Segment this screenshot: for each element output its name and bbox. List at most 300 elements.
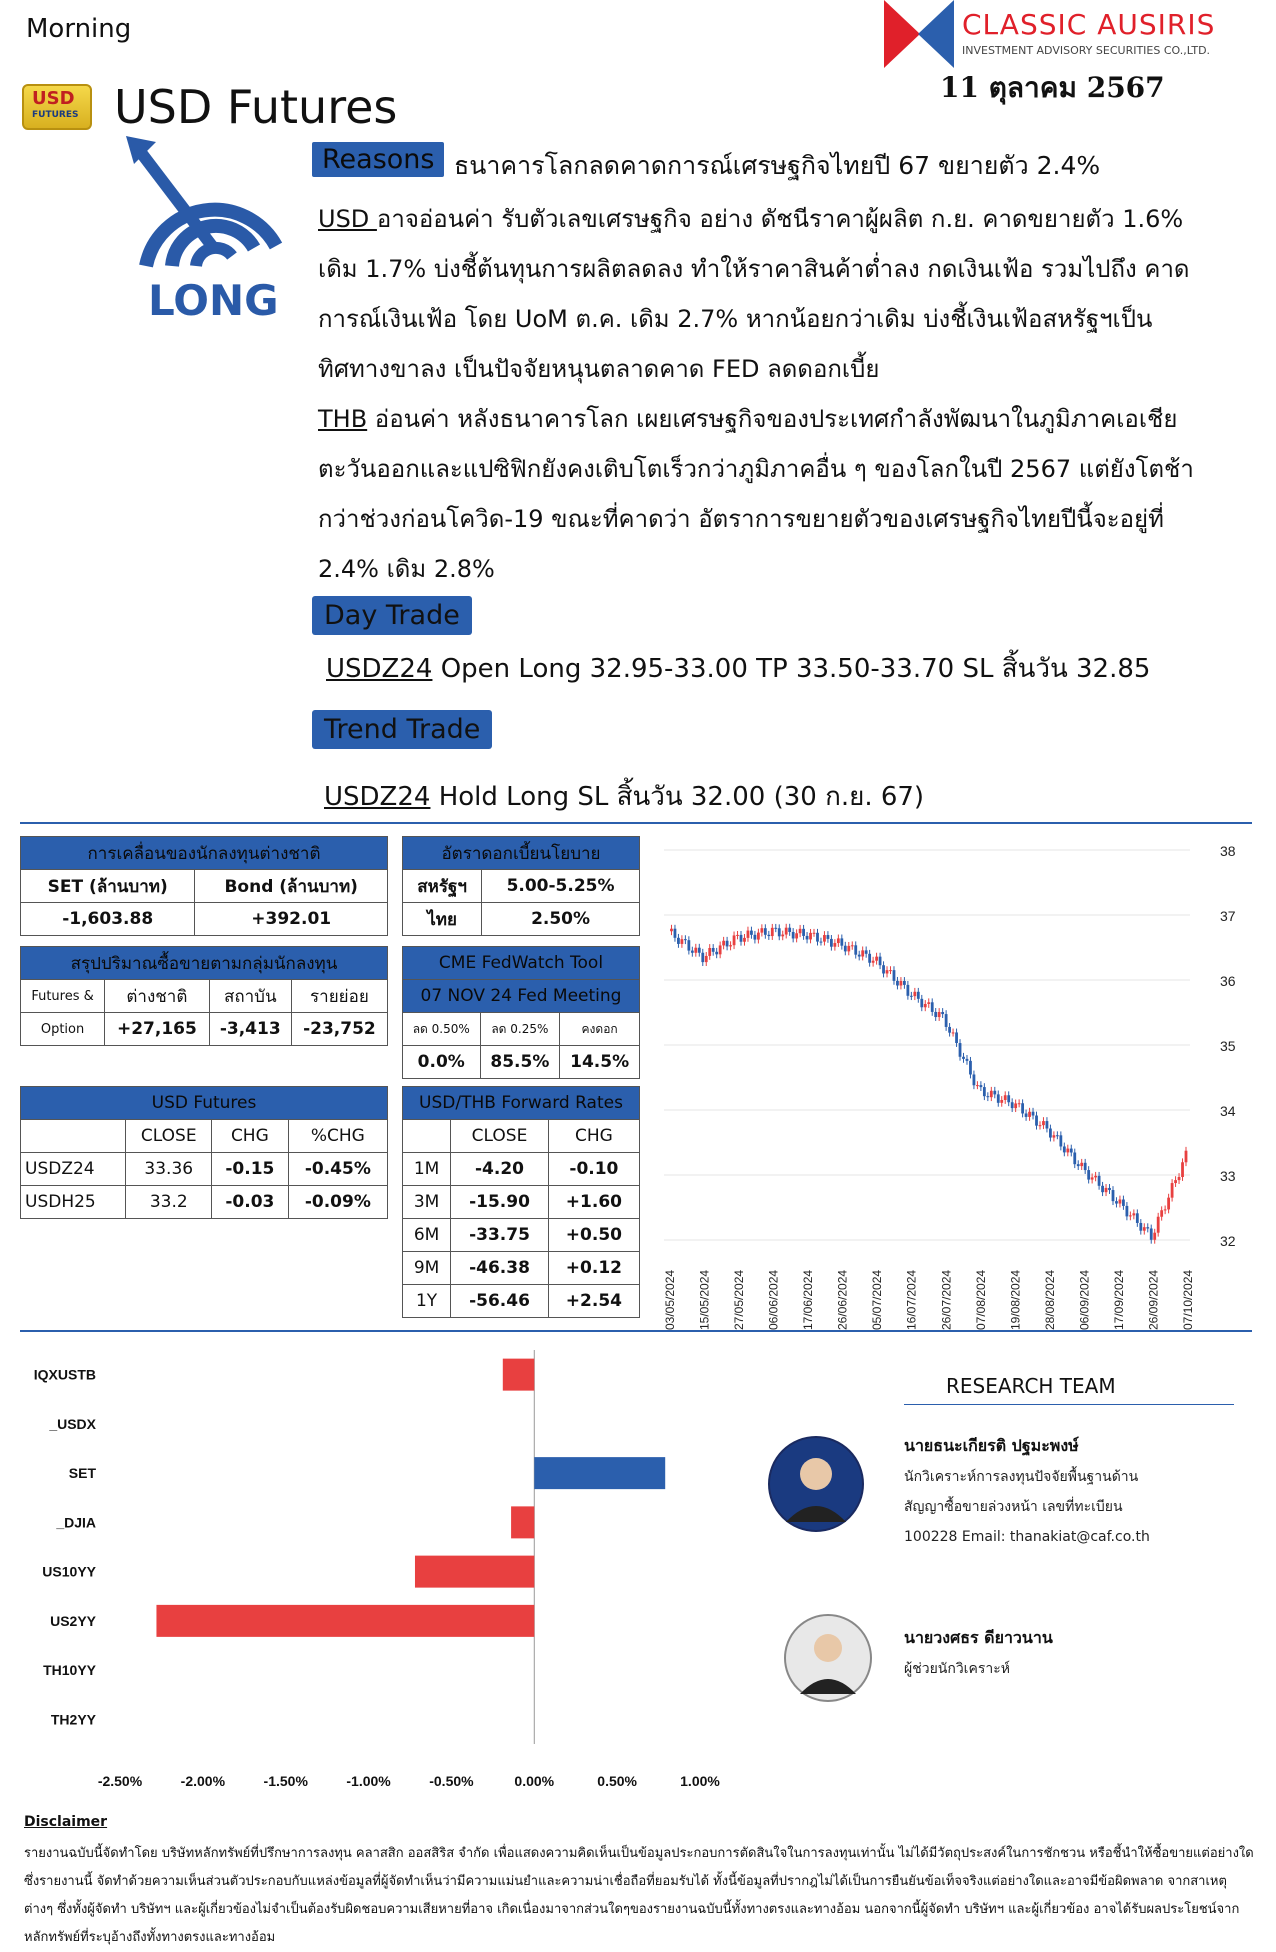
candle-body: [1035, 1116, 1038, 1126]
set-value: -1,603.88: [21, 903, 195, 936]
candle-body: [858, 955, 861, 957]
candle-body: [1070, 1149, 1073, 1153]
bar: [511, 1506, 534, 1538]
col-header: [21, 1120, 126, 1153]
research-divider: [904, 1404, 1234, 1405]
candle-body: [733, 935, 736, 945]
candle-body: [799, 929, 802, 933]
target-arrow-icon: [126, 136, 286, 276]
candle-body: [854, 945, 857, 954]
badge-subtext: FUTURES: [32, 110, 79, 120]
candle-body: [910, 996, 913, 997]
forward-close: -15.90: [451, 1186, 549, 1219]
candle-body: [1018, 1103, 1021, 1104]
candle-body: [893, 970, 896, 981]
candle-body: [861, 950, 864, 956]
bar-category-label: IQXUSTB: [33, 1366, 96, 1383]
candle-body: [1011, 1102, 1014, 1108]
bar: [156, 1605, 534, 1637]
usd-futures-price-chart: [650, 830, 1256, 1330]
candle-body: [934, 1012, 937, 1017]
forward-close: -4.20: [451, 1153, 549, 1186]
forward-chg: +0.12: [548, 1252, 639, 1285]
analyst-email: 100228 Email: thanakiat@caf.co.th: [904, 1529, 1150, 1545]
group-header: รายย่อย: [291, 980, 387, 1013]
candle-body: [1115, 1201, 1118, 1203]
bar-category-label: _DJIA: [56, 1514, 96, 1531]
candle-body: [698, 948, 701, 953]
candle-body: [900, 981, 903, 986]
x-tick-label: 05/07/2024: [870, 1269, 885, 1330]
candle-body: [1021, 1103, 1024, 1113]
candle-body: [757, 933, 760, 940]
candle-body: [872, 961, 875, 963]
policy-rate-table: [402, 836, 640, 936]
market-change-bar-chart: [20, 1344, 740, 1814]
candle-body: [827, 935, 830, 939]
candle-body: [778, 928, 781, 936]
bar-category-label: TH10YY: [43, 1662, 96, 1679]
group-header: ต่างชาติ: [105, 980, 210, 1013]
candle-body: [802, 929, 805, 936]
x-tick-label: 26/07/2024: [939, 1269, 954, 1330]
day-trade-tag: Day Trade: [312, 596, 472, 635]
candle-body: [694, 948, 697, 953]
candle-body: [1000, 1100, 1003, 1103]
candle-body: [997, 1094, 1000, 1102]
x-tick-label: 06/09/2024: [1077, 1269, 1092, 1330]
position-long-label: LONG: [148, 276, 279, 325]
x-tick-label: 0.50%: [597, 1773, 637, 1789]
y-tick-label: 32: [1220, 1233, 1236, 1249]
candle-body: [990, 1091, 993, 1097]
disclaimer-title: Disclaimer: [24, 1814, 108, 1830]
candle-body: [816, 933, 819, 942]
candle-body: [1132, 1213, 1135, 1215]
candle-body: [1063, 1146, 1066, 1152]
col-header: CLOSE: [126, 1120, 212, 1153]
candle-body: [1164, 1209, 1167, 1210]
candle-body: [747, 931, 750, 938]
brand-logo-icon: [884, 0, 954, 70]
x-tick-label: 28/08/2024: [1042, 1269, 1057, 1330]
bar-category-label: SET: [68, 1465, 96, 1482]
candle-body: [1014, 1103, 1017, 1108]
x-tick-label: 17/06/2024: [801, 1269, 816, 1330]
candle-body: [903, 981, 906, 985]
analyst-title-line: นักวิเคราะห์การลงทุนปัจจัยพื้นฐานด้าน: [904, 1469, 1139, 1485]
day-trade-symbol: USDZ24: [326, 654, 433, 684]
policy-rate-title: อัตราดอกเบี้ยนโยบาย: [403, 837, 640, 870]
candle-body: [1025, 1113, 1028, 1116]
candle-body: [1150, 1228, 1153, 1239]
candle-body: [1119, 1200, 1122, 1204]
forward-close: -46.38: [451, 1252, 549, 1285]
candle-body: [1046, 1121, 1049, 1128]
tenor: 9M: [403, 1252, 451, 1285]
x-tick-label: 17/09/2024: [1111, 1269, 1126, 1330]
x-tick-label: 19/08/2024: [1008, 1269, 1023, 1330]
x-tick-label: 07/10/2024: [1181, 1269, 1195, 1330]
x-tick-label: 1.00%: [680, 1773, 720, 1789]
candle-body: [670, 929, 673, 932]
section-divider: [20, 1330, 1252, 1332]
col-header: [403, 1120, 451, 1153]
disclaimer-text: รายงานฉบับนี้จัดทำโดย บริษัทหลักทรัพย์ที่ปรึกษาการลงทุน คลาสสิก ออสสิริส จำกัด เพื่อแสดงความคิดเห็นเป็นข้อมูลประกอบการตัดสินใจในการลงทุนเท่านั้น ไม่ได้มีวัตถุประสงค์ในการชักชวน หรือชี้นำให้ซื้อขายแต่อย่างใด ซึ่งรายงานนี้ จัดทำด้วยความเห็นส่วนตัวประกอบกับแหล่งข้อมูลที่ผู้จัดทำเห็นว่ามีความแม่นยำและความน่าเชื่อถือที่ยอมรับได้ ทั้งนี้ข้อมูลที่ปรากฎไม่ได้เป็นการยืนยันข้อเท็จจริงแต่อย่างใดและอาจมีข้อผิดพลาด จากสาเหตุต่างๆ ซึ่งทั้งผู้จัดทำ บริษัทฯ และผู้เกี่ยวข้องไม่จำเป็นต้องรับผิดชอบความเสียหายที่อาจ เกิดเนื่องมาจากส่วนใดๆของรายงานฉบับนี้ทั้งทางตรงและทางอ้อม นอกจากนี้ผู้จัดทำ บริษัทฯ และผู้เกี่ยวข้อง อาจได้รับผลประโยชน์จากหลักทรัพย์ที่ระบุอ้างถึงทั้งทางตรงและทางอ้อม: [24, 1846, 1254, 1945]
candle-body: [764, 928, 767, 935]
brand-subtitle: INVESTMENT ADVISORY SECURITIES CO.,LTD.: [962, 44, 1211, 57]
policy-country: สหรัฐฯ: [403, 870, 482, 903]
candle-body: [896, 981, 899, 986]
bar-category-label: US10YY: [42, 1563, 96, 1580]
candle-body: [677, 938, 680, 944]
candle-body: [1139, 1223, 1142, 1231]
candle-body: [1160, 1210, 1163, 1216]
page-title: USD Futures: [114, 80, 398, 134]
candle-body: [1125, 1206, 1128, 1216]
section-divider: [20, 822, 1252, 824]
analyst-title-line: สัญญาซื้อขายล่วงหน้า เลขที่ทะเบียน: [904, 1499, 1123, 1515]
candle-body: [754, 935, 757, 940]
candle-body: [851, 945, 854, 946]
forward-chg: +2.54: [548, 1285, 639, 1318]
candle-body: [1153, 1233, 1156, 1240]
x-tick-label: 27/05/2024: [732, 1269, 747, 1330]
forward-rates-table: [402, 1086, 640, 1318]
candle-body: [1122, 1200, 1125, 1206]
fedwatch-header: ลด 0.25%: [480, 1013, 560, 1046]
y-tick-label: 36: [1220, 973, 1236, 989]
person-icon: [770, 1438, 862, 1530]
row-label: Option: [21, 1013, 105, 1046]
y-tick-label: 35: [1220, 1038, 1236, 1054]
candle-body: [1049, 1129, 1052, 1138]
forward-chg: -0.10: [548, 1153, 639, 1186]
candle-body: [1098, 1176, 1101, 1186]
candle-body: [1084, 1163, 1087, 1170]
x-tick-label: 16/07/2024: [904, 1269, 919, 1330]
candle-body: [969, 1061, 972, 1075]
day-trade-line: [326, 648, 1150, 689]
candle-body: [833, 943, 836, 947]
candle-body: [1178, 1177, 1181, 1180]
candle-body: [924, 1004, 927, 1007]
candle-body: [1105, 1188, 1108, 1192]
candle-body: [844, 946, 847, 952]
candle-body: [1174, 1180, 1177, 1183]
x-tick-label: 03/05/2024: [663, 1269, 677, 1330]
thb-label: THB: [318, 405, 368, 433]
candle-body: [674, 929, 677, 938]
usd-futures-badge-icon: [22, 84, 92, 130]
fedwatch-value: 14.5%: [560, 1046, 640, 1079]
row-label: Futures &: [21, 980, 105, 1013]
candle-body: [938, 1012, 941, 1017]
reasons-headline: ธนาคารโลกลดคาดการณ์เศรษฐกิจไทยปี 67 ขยายตัว 2.4%: [454, 151, 1101, 180]
candle-body: [983, 1087, 986, 1096]
candle-body: [806, 936, 809, 940]
candle-body: [1087, 1170, 1090, 1180]
usd-futures-title: USD Futures: [21, 1087, 388, 1120]
group-value: +27,165: [105, 1013, 210, 1046]
x-tick-label: 07/08/2024: [973, 1269, 988, 1330]
policy-rate-value: 2.50%: [482, 903, 640, 936]
candle-body: [1136, 1213, 1139, 1223]
candle-body: [941, 1012, 944, 1014]
futures-close: 33.36: [126, 1153, 212, 1186]
analyst-name: นายธนะเกียรติ ปฐมะพงษ์: [904, 1436, 1079, 1455]
col-header: %CHG: [288, 1120, 387, 1153]
candle-body: [681, 939, 684, 944]
forward-close: -33.75: [451, 1219, 549, 1252]
candle-body: [920, 999, 923, 1007]
candle-body: [962, 1057, 965, 1059]
futures-chg: -0.03: [212, 1186, 289, 1219]
candle-body: [945, 1014, 948, 1027]
candle-body: [712, 948, 715, 952]
candle-body: [1066, 1149, 1069, 1153]
candle-body: [795, 933, 798, 938]
tenor: 6M: [403, 1219, 451, 1252]
candle-body: [813, 933, 816, 934]
col-header: CHG: [212, 1120, 289, 1153]
candle-body: [1157, 1217, 1160, 1233]
candle-body: [1042, 1121, 1045, 1125]
fedwatch-value: 0.0%: [403, 1046, 481, 1079]
futures-chg: -0.15: [212, 1153, 289, 1186]
candle-body: [993, 1091, 996, 1095]
x-tick-label: -1.50%: [263, 1773, 308, 1789]
candle-body: [1073, 1153, 1076, 1165]
assistant-title: ผู้ช่วยนักวิเคราะห์: [904, 1661, 1010, 1677]
candle-body: [865, 950, 868, 953]
candle-body: [774, 928, 777, 929]
policy-country: ไทย: [403, 903, 482, 936]
brand-name: CLASSIC AUSIRIS: [962, 8, 1216, 41]
candle-body: [1185, 1151, 1188, 1163]
candle-body: [1108, 1188, 1111, 1190]
candle-body: [1077, 1164, 1080, 1166]
candle-body: [959, 1043, 962, 1057]
reasons-tag: Reasons: [312, 142, 444, 177]
badge-text: USD: [32, 88, 75, 109]
candle-body: [948, 1027, 951, 1033]
thb-text: อ่อนค่า หลังธนาคารโลก เผยเศรษฐกิจของประเทศกำลังพัฒนาในภูมิภาคเอเชีย ตะวันออกและแปซิฟิกยังคงเติบโตเร็วกว่าภูมิภาคอื่น ๆ ของโลกในปี 2567 แต่ยังโตช้า กว่าช่วงก่อนโควิด-19 ขณะที่คาดว่า อัตราการขยายตัวของเศรษฐกิจไทยปีนี้จะอยู่ที่ 2.4% เดิม 2.8%: [318, 405, 1194, 583]
candle-body: [1171, 1183, 1174, 1198]
candle-body: [927, 1002, 930, 1004]
x-tick-label: -2.50%: [97, 1773, 143, 1789]
candle-body: [847, 946, 850, 952]
report-date: 11 ตุลาคม 2567: [940, 71, 1165, 104]
futures-close: 33.2: [126, 1186, 212, 1219]
day-trade-text: Open Long 32.95-33.00 TP 33.50-33.70 SL สิ้นวัน 32.85: [432, 654, 1151, 684]
candle-body: [830, 939, 833, 947]
investor-groups-title: สรุปปริมาณซื้อขายตามกลุ่มนักลงทุน: [21, 947, 388, 980]
fedwatch-title: CME FedWatch Tool: [403, 947, 640, 980]
candle-body: [792, 932, 795, 939]
candle-body: [976, 1085, 979, 1086]
bar: [503, 1359, 534, 1391]
candle-body: [687, 940, 690, 950]
futures-pct: -0.45%: [288, 1153, 387, 1186]
x-tick-label: -1.00%: [346, 1773, 391, 1789]
usd-paragraph: [318, 194, 1198, 394]
futures-pct: -0.09%: [288, 1186, 387, 1219]
col-header: CLOSE: [451, 1120, 549, 1153]
fedwatch-header: คงดอก: [560, 1013, 640, 1046]
group-value: -23,752: [291, 1013, 387, 1046]
tenor: 3M: [403, 1186, 451, 1219]
investor-groups-table: [20, 946, 388, 1046]
bar-category-label: US2YY: [50, 1612, 96, 1629]
thb-paragraph: [318, 394, 1198, 594]
forward-chg: +1.60: [548, 1186, 639, 1219]
bar: [415, 1556, 534, 1588]
candle-body: [729, 945, 732, 946]
set-header: SET (ล้านบาท): [21, 870, 195, 903]
candle-body: [917, 992, 920, 999]
y-tick-label: 33: [1220, 1168, 1236, 1184]
candle-body: [886, 970, 889, 973]
candle-body: [705, 956, 708, 962]
trend-trade-tag: Trend Trade: [312, 710, 492, 749]
futures-symbol: USDH25: [21, 1186, 126, 1219]
x-tick-label: -0.50%: [429, 1773, 474, 1789]
candle-body: [1094, 1176, 1097, 1178]
candle-body: [1146, 1227, 1149, 1228]
y-tick-label: 37: [1220, 908, 1236, 924]
fedwatch-value: 85.5%: [480, 1046, 560, 1079]
candle-body: [1167, 1198, 1170, 1210]
futures-symbol: USDZ24: [21, 1153, 126, 1186]
bar-category-label: TH2YY: [50, 1711, 96, 1728]
candle-body: [719, 945, 722, 954]
candle-body: [1007, 1095, 1010, 1102]
candle-body: [931, 1002, 934, 1012]
candle-body: [809, 933, 812, 940]
fedwatch-header: ลด 0.50%: [403, 1013, 481, 1046]
candle-body: [840, 938, 843, 945]
policy-rate-value: 5.00-5.25%: [482, 870, 640, 903]
candle-body: [837, 938, 840, 943]
tenor: 1Y: [403, 1285, 451, 1318]
person-icon: [786, 1616, 870, 1700]
candle-body: [952, 1032, 955, 1033]
candle-body: [875, 957, 878, 961]
bond-header: Bond (ล้านบาท): [195, 870, 388, 903]
usd-futures-table: [20, 1086, 388, 1219]
edition-label: Morning: [26, 14, 132, 44]
candle-body: [1101, 1186, 1104, 1192]
candle-body: [823, 935, 826, 942]
bar-category-label: _USDX: [49, 1415, 96, 1432]
candle-body: [882, 965, 885, 973]
candle-body: [722, 941, 725, 946]
candle-body: [1032, 1112, 1035, 1116]
forward-rates-title: USD/THB Forward Rates: [403, 1087, 640, 1120]
forward-chg: +0.50: [548, 1219, 639, 1252]
candle-body: [743, 938, 746, 942]
candle-body: [684, 939, 687, 940]
candle-body: [979, 1085, 982, 1087]
candle-body: [966, 1059, 969, 1061]
candle-body: [767, 935, 770, 936]
research-team-title: RESEARCH TEAM: [946, 1374, 1116, 1398]
group-header: สถาบัน: [209, 980, 291, 1013]
candle-body: [889, 970, 892, 971]
foreign-flow-title: การเคลื่อนของนักลงทุนต่างชาติ: [21, 837, 388, 870]
candle-body: [788, 928, 791, 932]
candle-body: [691, 951, 694, 953]
candle-body: [1181, 1162, 1184, 1177]
tenor: 1M: [403, 1153, 451, 1186]
group-value: -3,413: [209, 1013, 291, 1046]
candle-body: [785, 928, 788, 935]
trend-trade-symbol: USDZ24: [324, 782, 431, 812]
candle-body: [868, 954, 871, 963]
x-tick-label: 0.00%: [514, 1773, 555, 1789]
candle-body: [760, 928, 763, 932]
candle-body: [1112, 1190, 1115, 1201]
candle-body: [781, 935, 784, 937]
candle-body: [820, 942, 823, 943]
trend-trade-line: [324, 776, 924, 817]
candle-body: [906, 985, 909, 996]
y-tick-label: 34: [1220, 1103, 1236, 1119]
x-tick-label: 06/06/2024: [766, 1269, 781, 1330]
forward-close: -56.46: [451, 1285, 549, 1318]
x-tick-label: 26/06/2024: [835, 1269, 850, 1330]
candle-body: [1004, 1095, 1007, 1100]
y-tick-label: 38: [1220, 843, 1236, 859]
trend-trade-text: Hold Long SL สิ้นวัน 32.00 (30 ก.ย. 67): [430, 782, 925, 812]
candle-body: [913, 992, 916, 996]
candle-body: [879, 957, 882, 966]
assistant-avatar: [784, 1614, 872, 1702]
candle-body: [708, 948, 711, 956]
candle-body: [1052, 1135, 1055, 1137]
bar: [534, 1457, 665, 1489]
candle-body: [1091, 1177, 1094, 1179]
candle-body: [715, 952, 718, 955]
x-tick-label: 26/09/2024: [1146, 1269, 1161, 1330]
fedwatch-table: [402, 946, 640, 1079]
candle-body: [1143, 1227, 1146, 1231]
candle-body: [1028, 1112, 1031, 1117]
candle-body: [701, 953, 704, 962]
candle-body: [726, 941, 729, 947]
bond-value: +392.01: [195, 903, 388, 936]
candle-body: [1039, 1125, 1042, 1126]
candle-body: [1059, 1135, 1062, 1146]
candle-body: [955, 1032, 958, 1043]
candle-body: [1056, 1135, 1059, 1136]
candle-body: [986, 1096, 989, 1097]
usd-text: อาจอ่อนค่า รับตัวเลขเศรษฐกิจ อย่าง ดัชนีราคาผู้ผลิต ก.ย. คาดขยายตัว 1.6% เดิม 1.7% บ่งชี้ต้นทุนการผลิตลดลง ทำให้ราคาสินค้าต่ำลง กดเงินเฟ้อ รวมไปถึง คาดการณ์เงินเฟ้อ โดย UoM ต.ค. เดิม 2.7% หากน้อยกว่าเดิม บ่งชี้เงินเฟ้อสหรัฐฯเป็น ทิศทางขาลง เป็นปัจจัยหนุนตลาดคาด FED ลดดอกเบี้ย: [318, 205, 1190, 383]
usd-label: USD: [318, 205, 377, 233]
candle-body: [736, 935, 739, 936]
candle-body: [1129, 1215, 1132, 1216]
col-header: CHG: [548, 1120, 639, 1153]
assistant-name: นายวงศธร ดียาวนาน: [904, 1628, 1053, 1647]
fedwatch-meeting: 07 NOV 24 Fed Meeting: [403, 980, 640, 1013]
candle-body: [740, 935, 743, 942]
candle-body: [750, 931, 753, 935]
candle-body: [973, 1074, 976, 1085]
x-tick-label: -2.00%: [180, 1773, 226, 1789]
x-tick-label: 15/05/2024: [697, 1269, 712, 1330]
foreign-flow-table: [20, 836, 388, 936]
